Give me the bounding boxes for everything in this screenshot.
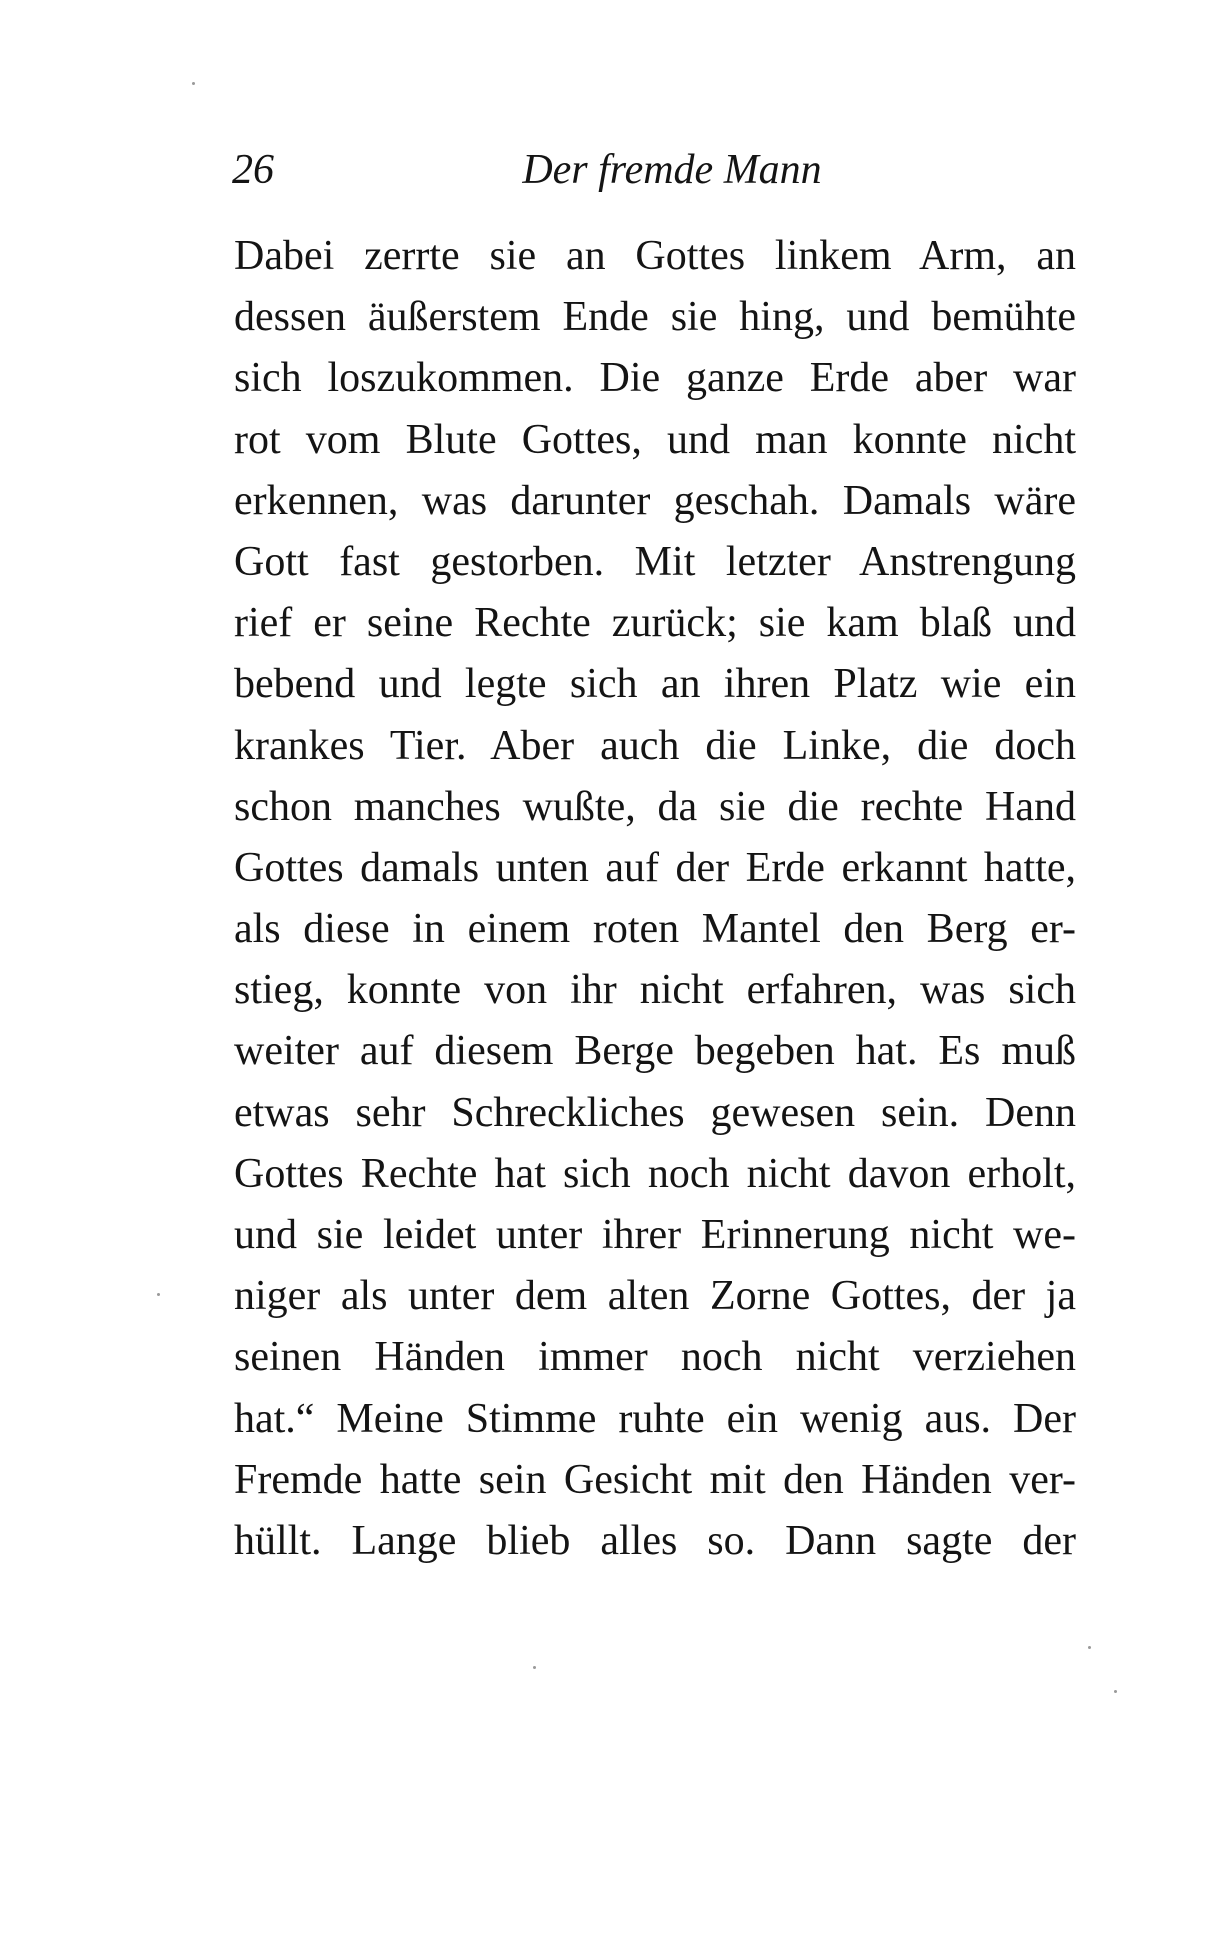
text-line: niger als unter dem alten Zorne Gottes, der ja (234, 1273, 1076, 1320)
text-line: rief er seine Rechte zurück; sie kam blaß und (234, 600, 1076, 647)
text-line: hüllt. Lange blieb alles so. Dann sagte der (234, 1517, 1076, 1564)
text-line: Gott fast gestorben. Mit letzter Anstrengung (234, 538, 1076, 585)
text-line: weiter auf diesem Berge begeben hat. Es muß (234, 1028, 1076, 1075)
paper-speck (1114, 1690, 1117, 1693)
paper-speck (1088, 1646, 1091, 1649)
body-text (234, 226, 1076, 1572)
text-line: seinen Händen immer noch nicht verziehen (234, 1334, 1076, 1381)
page-header (232, 140, 1082, 200)
text-line: etwas sehr Schreckliches gewesen sein. Denn (234, 1089, 1076, 1136)
paper-speck (157, 1293, 160, 1296)
text-line: stieg, konnte von ihr nicht erfahren, was sich (234, 967, 1076, 1014)
text-line: krankes Tier. Aber auch die Linke, die doch (234, 722, 1076, 769)
text-line: hat.“ Meine Stimme ruhte ein wenig aus. Der (234, 1395, 1076, 1442)
text-line: als diese in einem roten Mantel den Berg er- (234, 906, 1076, 953)
paper-speck (192, 82, 195, 85)
text-line: dessen äußerstem Ende sie hing, und bemühte (234, 294, 1076, 341)
text-line: Gottes Rechte hat sich noch nicht davon erholt, (234, 1150, 1076, 1197)
text-line: schon manches wußte, da sie die rechte Hand (234, 783, 1076, 830)
text-line: bebend und legte sich an ihren Platz wie ein (234, 661, 1076, 708)
text-line: Gottes damals unten auf der Erde erkannt hatte, (234, 844, 1076, 891)
text-line: erkennen, was darunter geschah. Damals wäre (234, 477, 1076, 524)
paper-speck (533, 1666, 536, 1669)
text-line: Dabei zerrte sie an Gottes linkem Arm, an (234, 233, 1076, 279)
text-line: Fremde hatte sein Gesicht mit den Händen ver- (234, 1456, 1076, 1503)
running-title: Der fremde Mann (522, 147, 822, 193)
text-line: rot vom Blute Gottes, und man konnte nicht (234, 416, 1076, 463)
page-number: 26 (232, 147, 274, 193)
text-line: und sie leidet unter ihrer Erinnerung nicht we- (234, 1212, 1076, 1258)
text-line: sich loszukommen. Die ganze Erde aber war (234, 355, 1076, 402)
